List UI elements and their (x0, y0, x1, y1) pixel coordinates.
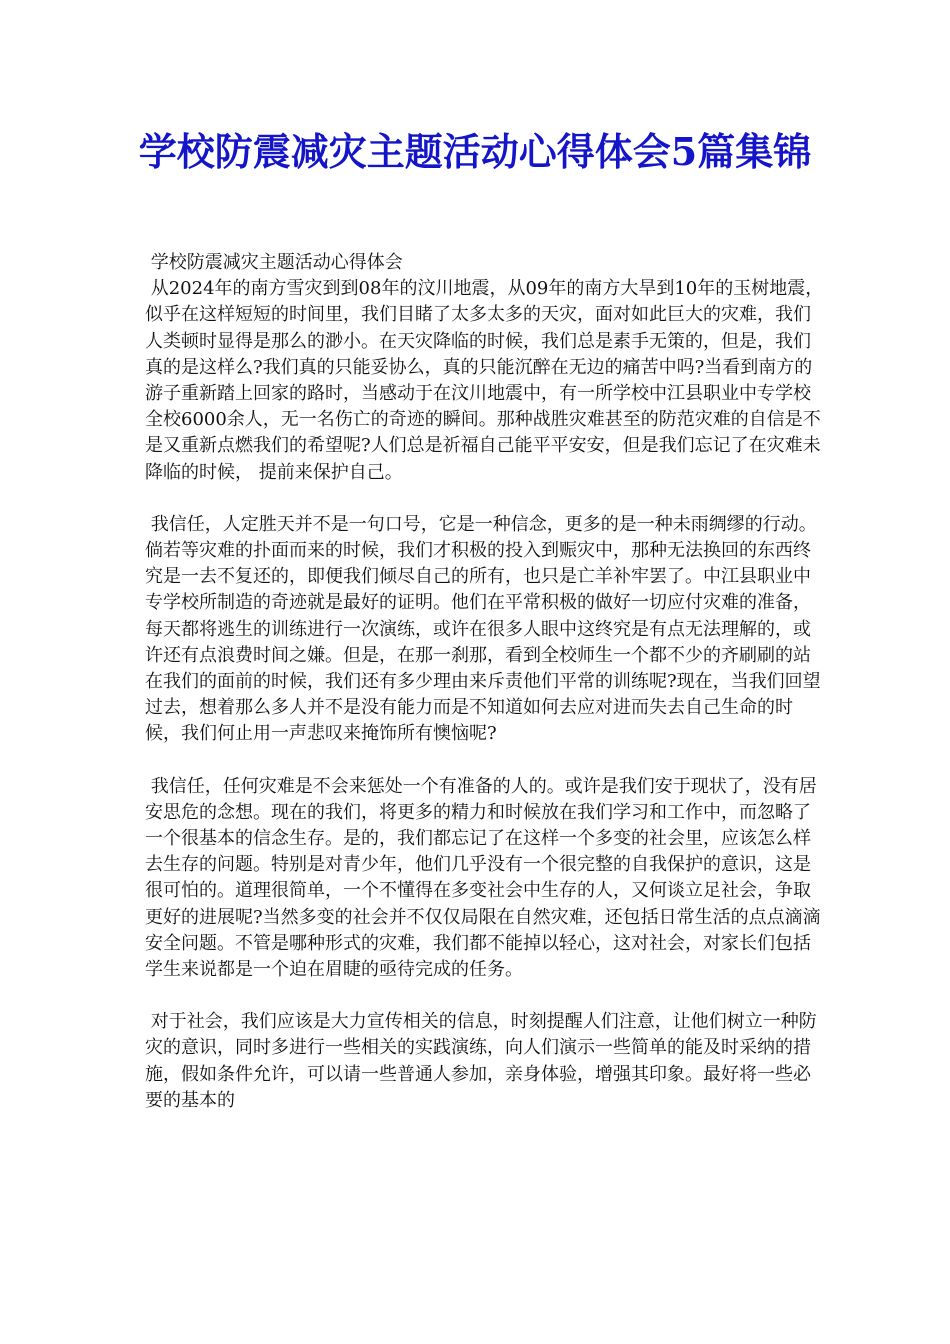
paragraph-spacer (145, 486, 825, 512)
document-subtitle: 学校防震减灾主题活动心得体会 (145, 252, 403, 273)
paragraph-3: 我信任，任何灾难是不会来惩处一个有准备的人的。或许是我们安于现状了，没有居安思危的念想。现在的我们，将更多的精力和时候放在我们学习和工作中，而忽略了一个很基本的信念生存。是的，我们都忘记了在这样一个多变的社会里，应该怎么样去生存的问题。特别是对青少年，他们几乎没有一个很完整的自我保护的意识，这是很可怕的。道理很简单，一个不懂得在多变社会中生存的人，又何谈立足社会，争取更好的进展呢?当然多变的社会并不仅仅局限在自然灾难，还包括日常生活的点点滴滴安全问题。不管是哪种形式的灾难，我们都不能掉以轻心，这对社会，对家长们包括学生来说都是一个迫在眉睫的亟待完成的任务。 (145, 775, 821, 981)
document-body (145, 250, 825, 1114)
paragraph-2: 我信任，人定胜天并不是一句口号，它是一种信念，更多的是一种未雨绸缪的行动。倘若等灾难的扑面而来的时候，我们才积极的投入到赈灾中，那种无法换回的东西终究是一去不复还的，即便我们倾尽自己的所有，也只是亡羊补牢罢了。中江县职业中专学校所制造的奇迹就是最好的证明。他们在平常积极的做好一切应付灾难的准备，每天都将逃生的训练进行一次演练，或许在很多人眼中这终究是有点无法理解的，或许还有点浪费时间之嫌。但是，在那一刹那，看到全校师生一个都不少的齐刷刷的站在我们的面前的时候，我们还有多少理由来斥责他们平常的训练呢?现在，当我们回望过去，想着那么多人并不是没有能力而是不知道如何去应对进而失去自己生命的时候，我们何止用一声悲叹来掩饰所有懊恼呢? (145, 513, 821, 745)
paragraph-spacer (145, 983, 825, 1009)
paragraph-4: 对于社会，我们应该是大力宣传相关的信息，时刻提醒人们注意，让他们树立一种防灾的意识，同时多进行一些相关的实践演练，向人们演示一些简单的能及时采纳的措施，假如条件允许，可以请一些普通人参加，亲身体验，增强其印象。最好将一些必要的基本的 (145, 1011, 817, 1111)
paragraph-1: 从2024年的南方雪灾到到08年的汶川地震，从09年的南方大旱到10年的玉树地震，似乎在这样短短的时间里，我们目睹了太多太多的天灾，面对如此巨大的灾难，我们人类顿时显得是那么的渺小。在天灾降临的时候，我们总是素手无策的，但是，我们真的是这样么?我们真的只能妥协么，真的只能沉醉在无边的痛苦中吗?当看到南方的游子重新踏上回家的路时，当感动于在汶川地震中，有一所学校中江县职业中专学校全校6000余人，无一名伤亡的奇迹的瞬间。那种战胜灾难甚至的防范灾难的自信是不是又重新点燃我们的希望呢?人们总是祈福自己能平平安安，但是我们忘记了在灾难未降临的时候， 提前来保护自己。 (145, 278, 824, 483)
document-title: 学校防震减灾主题活动心得体会5篇集锦 (138, 129, 812, 174)
paragraph-spacer (145, 748, 825, 774)
